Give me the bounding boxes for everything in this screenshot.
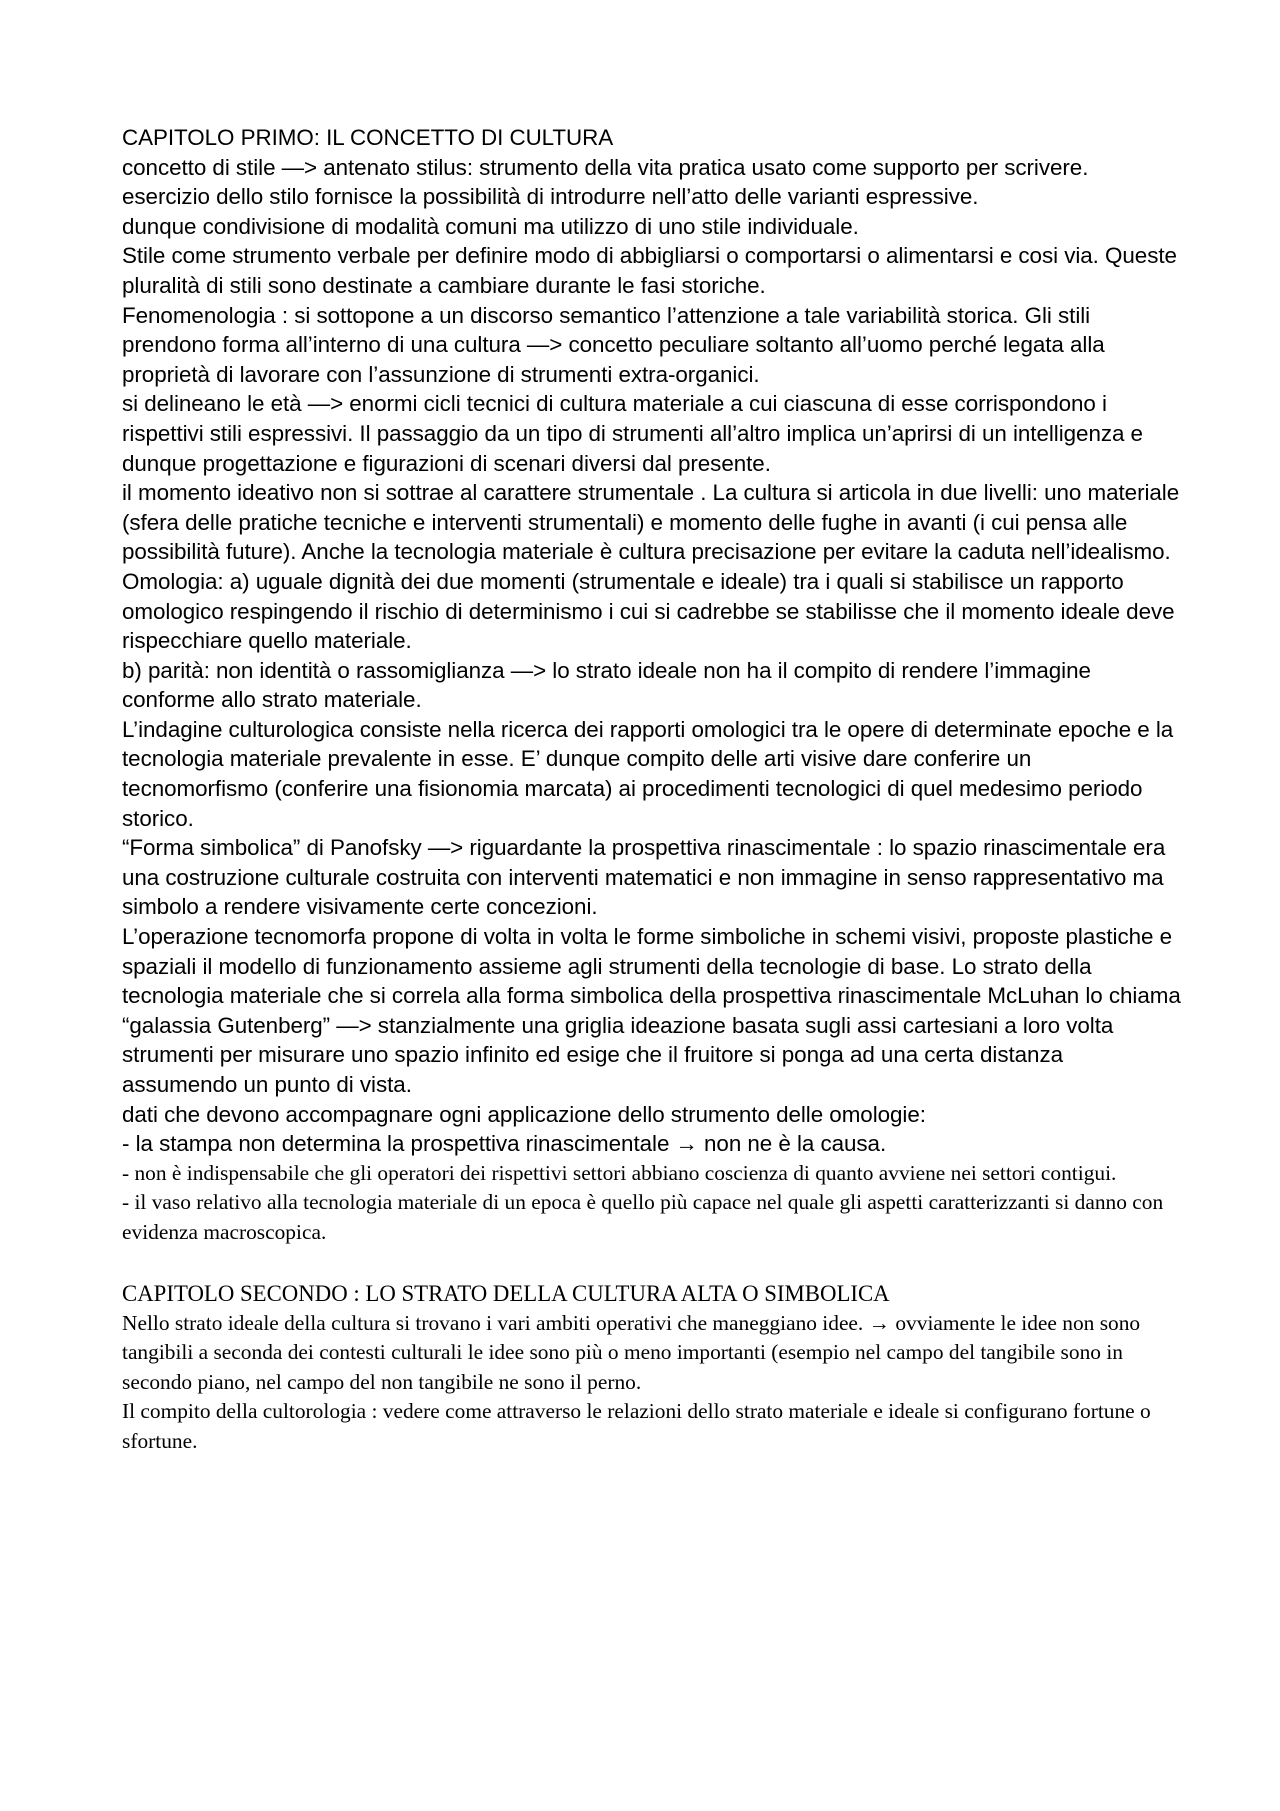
list-item: - non è indispensabile che gli operatori dei rispettivi settori abbiano coscienza di quanto avviene nei settori contigui. xyxy=(122,1160,1117,1185)
paragraph: concetto di stile —> antenato stilus: strumento della vita pratica usato come supporto per scrivere. esercizio dello stilo fornisce la possibilità di introdurre nell’atto delle varianti espressive. xyxy=(122,154,1089,210)
paragraph: L’operazione tecnomorfa propone di volta in volta le forme simboliche in schemi visivi, proposte plastiche e spaziali il modello di funzionamento assieme agli strumenti della tecnologie di base. Lo strato della tecnologia materiale che si correla alla forma simbolica della prospettiva rinascimentale McLuhan lo chiama “galassia Gutenberg” —> stanzialmente una griglia ideazione basata sugli assi cartesiani a loro volta strumenti per misurare uno spazio infinito ed esige che il fruitore si ponga ad una certa distanza assumendo un punto di vista. xyxy=(122,924,1181,1097)
chapter-one-notes xyxy=(122,1159,1182,1247)
paragraph: “Forma simbolica” di Panofsky —> riguardante la prospettiva rinascimentale : lo spazio rinascimentale era una costruzione culturale costruita con interventi matematici e non immagine in senso rappresentativo ma simbolo a rendere visivamente certe concezioni. xyxy=(122,835,1166,920)
paragraph: dati che devono accompagnare ogni applicazione dello strumento delle omologie: xyxy=(122,1101,926,1127)
list-item: - il vaso relativo alla tecnologia materiale di un epoca è quello più capace nel quale gli aspetti caratterizzanti si danno con evidenza macroscopica. xyxy=(122,1190,1164,1244)
paragraph: il momento ideativo non si sottrae al carattere strumentale . La cultura si articola in due livelli: uno materiale (sfera delle pratiche tecniche e interventi strumentali) e momento delle fughe in avanti (i cui pensa alle possibilità future). Anche la tecnologia materiale è cultura precisazione per evitare la caduta nell’idealismo. xyxy=(122,480,1180,565)
chapter-one-title: CAPITOLO PRIMO: IL CONCETTO DI CULTURA xyxy=(122,125,614,150)
paragraph: L’indagine culturologica consiste nella ricerca dei rapporti omologici tra le opere di determinate epoche e la tecnologia materiale prevalente in esse. E’ dunque compito delle arti visive dare conferire un tecnomorfismo (conferire una fisionomia marcata) ai procedimenti tecnologici di quel medesimo periodo storico. xyxy=(122,716,1174,831)
chapter-two-section xyxy=(122,1279,1182,1456)
paragraph: Nello strato ideale della cultura si trovano i vari ambiti operativi che maneggiano idee. → ovviamente le idee non sono tangibili a seconda dei contesti culturali le idee sono più o meno importanti (esempio nel campo del tangibile sono in secondo piano, nel campo del non tangibile ne sono il perno. xyxy=(122,1311,1141,1394)
paragraph: Stile come strumento verbale per definire modo di abbigliarsi o comportarsi o alimentarsi e cosi via. Queste pluralità di stili sono destinate a cambiare durante le fasi storiche. xyxy=(122,243,1177,298)
list-item: - la stampa non determina la prospettiva rinascimentale → non ne è la causa. xyxy=(122,1131,887,1157)
paragraph: si delineano le età —> enormi cicli tecnici di cultura materiale a cui ciascuna di esse corrispondono i rispettivi stili espressivi. Il passaggio da un tipo di strumenti all’altro implica un’aprirsi di un intelligenza e dunque progettazione e figurazioni di scenari diversi dal presente. xyxy=(122,391,1143,476)
paragraph: Il compito della cultorologia : vedere come attraverso le relazioni dello strato materiale e ideale si configurano fortune o sfortune. xyxy=(122,1399,1151,1453)
document-body xyxy=(122,123,1182,1456)
paragraph: dunque condivisione di modalità comuni ma utilizzo di uno stile individuale. xyxy=(122,213,859,239)
chapter-two-title: CAPITOLO SECONDO : LO STRATO DELLA CULTURA ALTA O SIMBOLICA xyxy=(122,1281,890,1306)
chapter-one-section xyxy=(122,123,1182,1159)
paragraph: Fenomenologia : si sottopone a un discorso semantico l’attenzione a tale variabilità storica. Gli stili prendono forma all’interno di una cultura —> concetto peculiare soltanto all’uomo perché legata alla proprietà di lavorare con l’assunzione di strumenti extra-organici. xyxy=(122,302,1105,387)
paragraph: b) parità: non identità o rassomiglianza —> lo strato ideale non ha il compito di rendere l’immagine conforme allo strato materiale. xyxy=(122,657,1091,713)
section-spacer xyxy=(122,1247,1182,1279)
paragraph: Omologia: a) uguale dignità dei due momenti (strumentale e ideale) tra i quali si stabilisce un rapporto omologico respingendo il rischio di determinismo i cui si cadrebbe se stabilisse che il momento ideale deve rispecchiare quello materiale. xyxy=(122,568,1175,654)
